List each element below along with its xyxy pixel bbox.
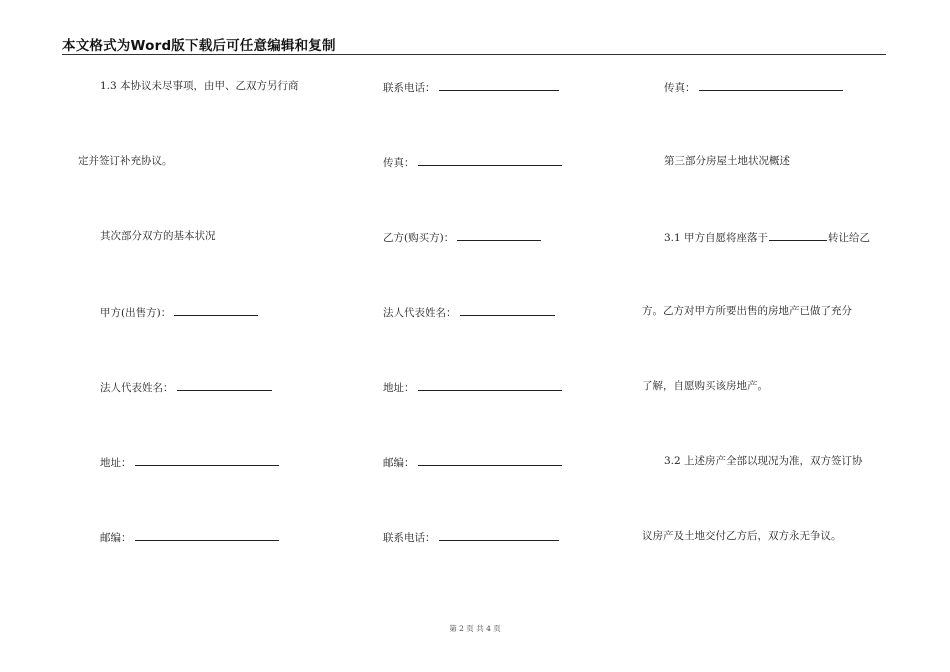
buyer-postcode-field — [383, 454, 562, 470]
page-header — [62, 34, 886, 55]
seller-phone-label: 联系电话： — [383, 82, 436, 94]
section-3-heading — [664, 154, 790, 168]
seller-fax-label: 传真： — [383, 157, 415, 169]
seller-label: 甲方(出售方)： — [100, 307, 172, 319]
property-location-blank[interactable] — [769, 229, 827, 241]
clause-3-1-ending: 了解，自愿购买该房地产。 — [642, 380, 768, 392]
seller-legal-rep-field — [100, 379, 272, 395]
buyer-legal-rep-blank[interactable] — [460, 304, 555, 316]
seller-postcode-field — [100, 529, 279, 545]
header-title: 本文格式为Word版下载后可任意编辑和复制 — [62, 38, 336, 54]
section-2-title: 其次部分双方的基本状况 — [100, 230, 216, 242]
buyer-label: 乙方(购买方)： — [383, 232, 455, 244]
page-number: 第 2 页 共 4 页 — [449, 624, 501, 633]
buyer-phone-label: 联系电话： — [383, 532, 436, 544]
seller-blank[interactable] — [174, 304, 258, 316]
clause-3-1-line-1 — [664, 229, 870, 245]
buyer-legal-rep-label: 法人代表姓名： — [383, 307, 457, 319]
buyer-fax-blank[interactable] — [699, 79, 843, 91]
clause-3-2-line-2 — [642, 529, 842, 543]
buyer-phone-field — [383, 529, 559, 545]
buyer-address-label: 地址： — [383, 382, 415, 394]
clause-1-3-line-2 — [78, 154, 173, 168]
clause-3-2-continuation: 议房产及土地交付乙方后，双方永无争议。 — [642, 530, 842, 542]
clause-3-2-text: 3.2 上述房产全部以现况为准，双方签订协 — [664, 455, 863, 467]
seller-phone-field — [383, 79, 559, 95]
buyer-legal-rep-field — [383, 304, 555, 320]
clause-3-1-text: 3.1 甲方自愿将座落于 — [664, 232, 769, 244]
buyer-blank[interactable] — [457, 229, 541, 241]
seller-fax-field — [383, 154, 562, 170]
clause-1-3-continuation: 定并签订补充协议。 — [78, 155, 173, 167]
section-3-title: 第三部分房屋土地状况概述 — [664, 155, 790, 167]
buyer-postcode-label: 邮编： — [383, 457, 415, 469]
buyer-address-field — [383, 379, 562, 395]
seller-postcode-label: 邮编： — [100, 532, 132, 544]
buyer-field — [383, 229, 541, 245]
seller-fax-blank[interactable] — [418, 154, 562, 166]
clause-3-2-line-1 — [664, 454, 863, 468]
seller-legal-rep-blank[interactable] — [177, 379, 272, 391]
clause-3-1-line-2 — [642, 304, 852, 318]
buyer-address-blank[interactable] — [418, 379, 562, 391]
seller-field — [100, 304, 258, 320]
section-2-heading — [100, 229, 216, 243]
clause-3-1-continuation: 方。乙方对甲方所要出售的房地产已做了充分 — [642, 305, 852, 317]
buyer-postcode-blank[interactable] — [418, 454, 562, 466]
clause-1-3-text: 1.3 本协议未尽事项，由甲、乙双方另行商 — [100, 80, 299, 92]
buyer-phone-blank[interactable] — [439, 529, 559, 541]
seller-address-label: 地址： — [100, 457, 132, 469]
clause-1-3-line-1 — [100, 79, 299, 93]
buyer-fax-label: 传真： — [664, 82, 696, 94]
buyer-fax-field — [664, 79, 843, 95]
seller-address-field — [100, 454, 279, 470]
seller-address-blank[interactable] — [135, 454, 279, 466]
seller-legal-rep-label: 法人代表姓名： — [100, 382, 174, 394]
seller-postcode-blank[interactable] — [135, 529, 279, 541]
clause-3-1-line-3 — [642, 379, 768, 393]
clause-3-1-text-tail: 转让给乙 — [828, 232, 871, 244]
seller-phone-blank[interactable] — [439, 79, 559, 91]
